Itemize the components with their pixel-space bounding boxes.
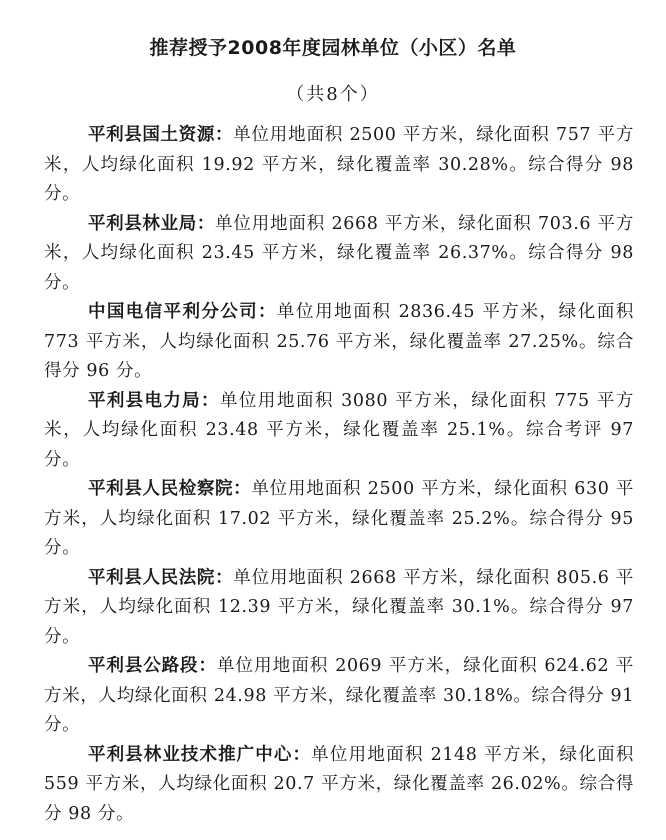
entry-name: 平利县人民法院： xyxy=(88,567,234,588)
document-title: 推荐授予2008年度园林单位（小区）名单 xyxy=(149,37,517,59)
entry-text: 单位用地面积 2148 平方米，绿化面积 559 平方米，人均绿化面积 20.7 平方米，绿化覆盖率 26.02%。综合得分 98 分。 xyxy=(44,744,634,824)
entry-text: 单位用地面积 2500 平方米，绿化面积 630 平方米，人均绿化面积 17.02 平方米，绿化覆盖率 25.2%。综合得分 95 分。 xyxy=(44,479,634,558)
entry-list xyxy=(44,121,634,829)
entry-text: 单位用地面积 3080 平方米，绿化面积 775 平方米，人均绿化面积 23.48 平方米，绿化覆盖率 25.1%。综合考评 97 分。 xyxy=(44,390,634,470)
entry-name: 平利县林业技术推广中心： xyxy=(88,744,312,765)
entry-name: 平利县人民检察院： xyxy=(88,479,252,499)
entry-text: 单位用地面积 2836.45 平方米，绿化面积 773 平方米，人均绿化面积 25.76 平方米，绿化覆盖率 27.25%。综合得分 96 分。 xyxy=(44,302,635,381)
list-item xyxy=(44,387,634,476)
entry-name: 中国电信平利分公司： xyxy=(88,302,277,322)
entry-text: 单位用地面积 2668 平方米，绿化面积 703.6 平方米，人均绿化面积 23.45 平方米，绿化覆盖率 26.37%。综合得分 98 分。 xyxy=(44,213,634,293)
entry-name: 平利县国土资源： xyxy=(88,125,234,145)
list-item xyxy=(44,121,634,210)
entry-name: 平利县公路段： xyxy=(88,656,217,676)
entry-text: 单位用地面积 2500 平方米，绿化面积 757 平方米，人均绿化面积 19.92 平方米，绿化覆盖率 30.28%。综合得分 98 分。 xyxy=(44,125,635,204)
list-item xyxy=(44,298,634,387)
list-item xyxy=(44,475,634,564)
list-item xyxy=(44,741,634,830)
entry-text: 单位用地面积 2069 平方米，绿化面积 624.62 平方米，人均绿化面积 24.98 平方米，绿化覆盖率 30.18%。综合得分 91 分。 xyxy=(44,656,634,735)
list-item xyxy=(44,564,634,653)
document-subtitle: （共8个） xyxy=(286,84,380,105)
list-item xyxy=(44,210,634,299)
entry-name: 平利县电力局： xyxy=(88,390,220,411)
entry-name: 平利县林业局： xyxy=(88,213,216,234)
entry-text: 单位用地面积 2668 平方米，绿化面积 805.6 平方米，人均绿化面积 12.39 平方米，绿化覆盖率 30.1%。综合得分 97 分。 xyxy=(44,567,634,647)
list-item xyxy=(44,652,634,741)
